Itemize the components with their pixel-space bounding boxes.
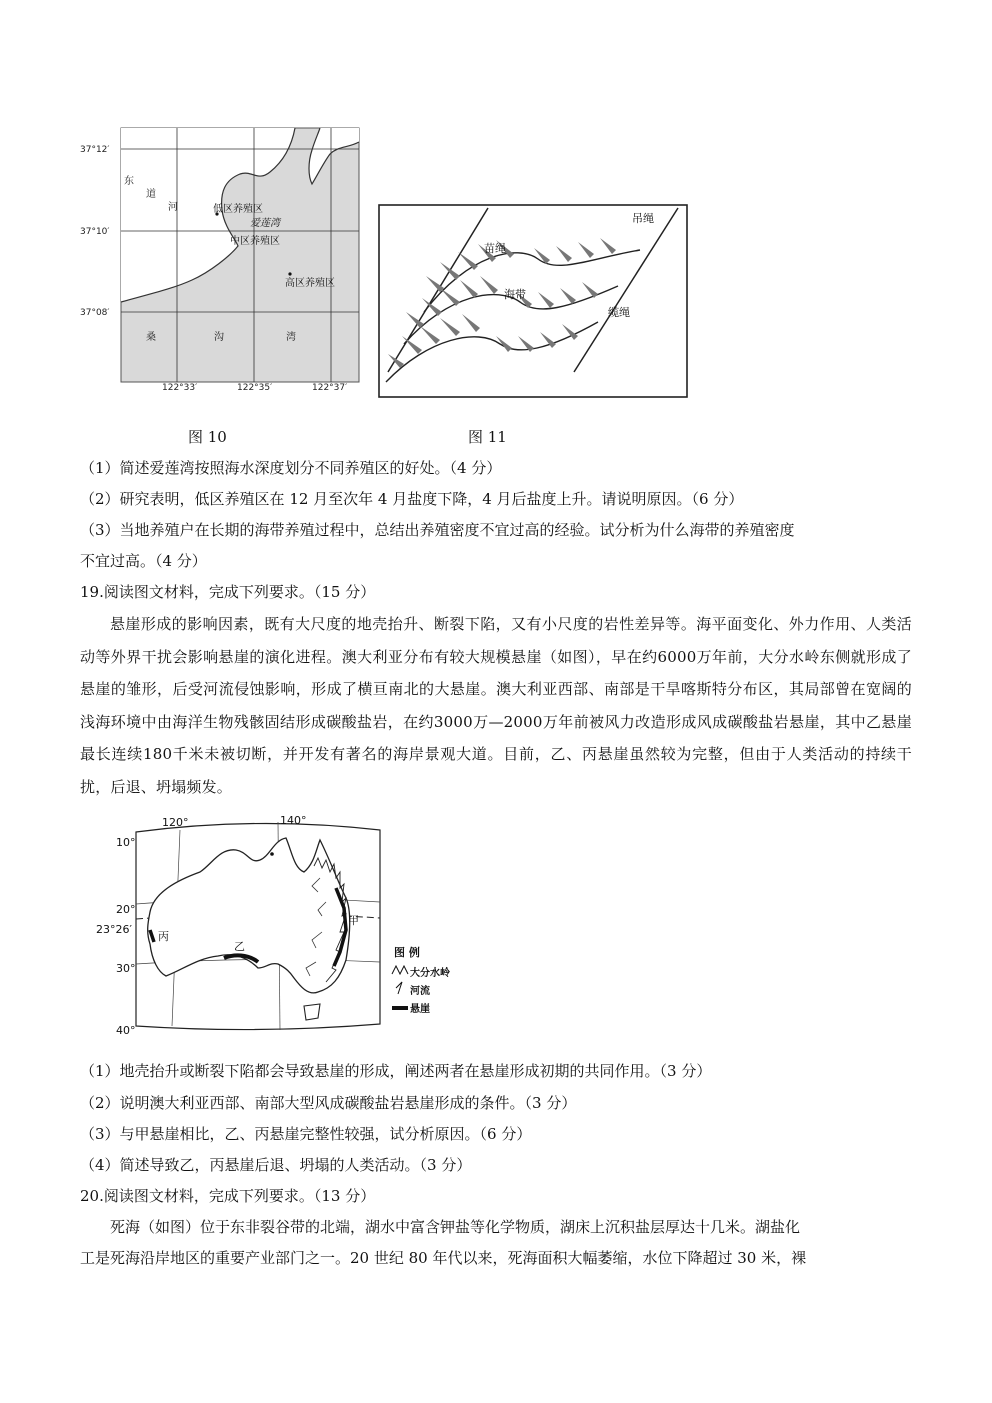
lon-label-140: 140° xyxy=(280,814,307,827)
q18-sub3-line2: 不宜过高。（4 分） xyxy=(80,552,207,570)
lat-label-1: 37°12′ xyxy=(80,145,110,155)
label-jia: 甲 xyxy=(348,914,359,927)
zone-mid-label: 中区养殖区 xyxy=(230,236,280,247)
sea-char-3: 湾 xyxy=(286,332,296,343)
legend-river-icon xyxy=(396,982,402,994)
q19-sub2: （2）说明澳大利亚西部、南部大型风成碳酸盐岩悬崖形成的条件。（3 分） xyxy=(80,1094,577,1112)
q19-sub3: （3）与甲悬崖相比，乙、丙悬崖完整性较强，试分析原因。（6 分） xyxy=(80,1125,532,1143)
legend-title: 图 例 xyxy=(394,946,420,959)
q18-sub2: （2）研究表明，低区养殖区在 12 月至次年 4 月盐度下降，4 月后盐度上升。请说明原因。（6 分） xyxy=(80,490,744,508)
q19-material: 悬崖形成的影响因素，既有大尺度的地壳抬升、断裂下陷，又有小尺度的岩性差异等。海平面变化、外力作用、人类活动等外界干扰会影响悬崖的演化进程。澳大利亚分布有较大规模悬崖（如图），早在约6000万年前，大分水岭东侧就形成了悬崖的雏形，后受河流侵蚀影响，形成了横亘南北的大悬崖。澳大利亚西部、南部是干旱喀斯特分布区，其局部曾在宽阔的浅海环境中由海洋生物残骸固结形成碳酸盐岩，在约3000万—2000万年前被风力改造形成风成碳酸盐岩悬崖，其中乙悬崖最长连续180千米未被切断，并开发有著名的海岸景观大道。目前，乙、丙悬崖虽然较为完整，但由于人类活动的持续干扰，后退、坍塌频发。 xyxy=(80,615,912,796)
legend-divide-icon xyxy=(392,966,408,974)
q20-heading: 20.阅读图文材料，完成下列要求。（13 分） xyxy=(80,1187,376,1205)
figure-11-diagram xyxy=(378,204,690,400)
australia-map-svg xyxy=(96,812,450,1038)
tasmania xyxy=(304,1004,320,1020)
lat-label-10: 10° xyxy=(116,836,136,849)
label-seedling-rope: 苗绳 xyxy=(484,242,506,255)
q19-sub1: （1）地壳抬升或断裂下陷都会导致悬崖的形成，阐述两者在悬崖形成初期的共同作用。（3 分） xyxy=(80,1062,712,1080)
lat-label-20: 20° xyxy=(116,903,136,916)
lon-label-3: 122°37′ xyxy=(312,383,348,393)
lon-label-1: 122°33′ xyxy=(162,383,198,393)
q19-sub4: （4）简述导致乙，丙悬崖后退、坍塌的人类活动。（3 分） xyxy=(80,1156,472,1174)
q18-sub3-line1: （3）当地养殖户在长期的海带养殖过程中，总结出养殖密度不宜过高的经验。试分析为什么海带的养殖密度 xyxy=(80,521,795,539)
sea-char-1: 桑 xyxy=(146,332,156,343)
label-hanging-rope: 吊绳 xyxy=(632,212,654,225)
river-char-2: 道 xyxy=(146,189,156,200)
bay-map-svg xyxy=(80,122,380,393)
legend-cliff-label: 悬崖 xyxy=(410,1004,430,1015)
figure-11-caption: 图 11 xyxy=(468,428,507,446)
river-char-1: 东 xyxy=(124,176,134,187)
q20-material-line1: 死海（如图）位于东非裂谷带的北端，湖水中富含钾盐等化学物质，湖床上沉积盐层厚达十几米。湖盐化 xyxy=(110,1218,801,1236)
label-bing: 丙 xyxy=(158,930,169,943)
label-kelp: 海带 xyxy=(504,288,526,301)
lat-label-2: 37°10′ xyxy=(80,227,110,237)
kelp-diagram-svg xyxy=(378,204,690,400)
lon-label-120: 120° xyxy=(162,816,189,829)
australia-map xyxy=(96,812,450,1038)
bay-name-label: 爱莲湾 xyxy=(250,218,280,229)
lat-label-30: 30° xyxy=(116,962,136,975)
figure-10-map xyxy=(80,122,380,393)
legend-divide-label: 大分水岭 xyxy=(410,968,450,979)
map-dot xyxy=(270,852,274,856)
zone-high-label: 高区养殖区 xyxy=(285,278,335,289)
zone-high-dot xyxy=(288,272,291,275)
zone-low-label: 低区养殖区 xyxy=(213,204,263,215)
lat-label-tropic: 23°26′ xyxy=(96,923,132,936)
lat-label-3: 37°08′ xyxy=(80,308,110,318)
river-char-3: 河 xyxy=(168,202,178,213)
lat-label-40: 40° xyxy=(116,1024,136,1037)
label-cable: 缆绳 xyxy=(608,306,630,319)
figure-10-caption: 图 10 xyxy=(188,428,227,446)
sea-char-2: 沟 xyxy=(214,332,224,343)
label-yi: 乙 xyxy=(234,940,245,953)
q19-heading: 19.阅读图文材料，完成下列要求。（15 分） xyxy=(80,583,376,601)
q18-sub1: （1）简述爱莲湾按照海水深度划分不同养殖区的好处。（4 分） xyxy=(80,459,502,477)
q20-material-line2: 工是死海沿岸地区的重要产业部门之一。20 世纪 80 年代以来，死海面积大幅萎缩，水位下降超过 30 米，裸 xyxy=(80,1249,807,1267)
lon-label-2: 122°35′ xyxy=(237,383,273,393)
legend-river-label: 河流 xyxy=(410,986,430,997)
